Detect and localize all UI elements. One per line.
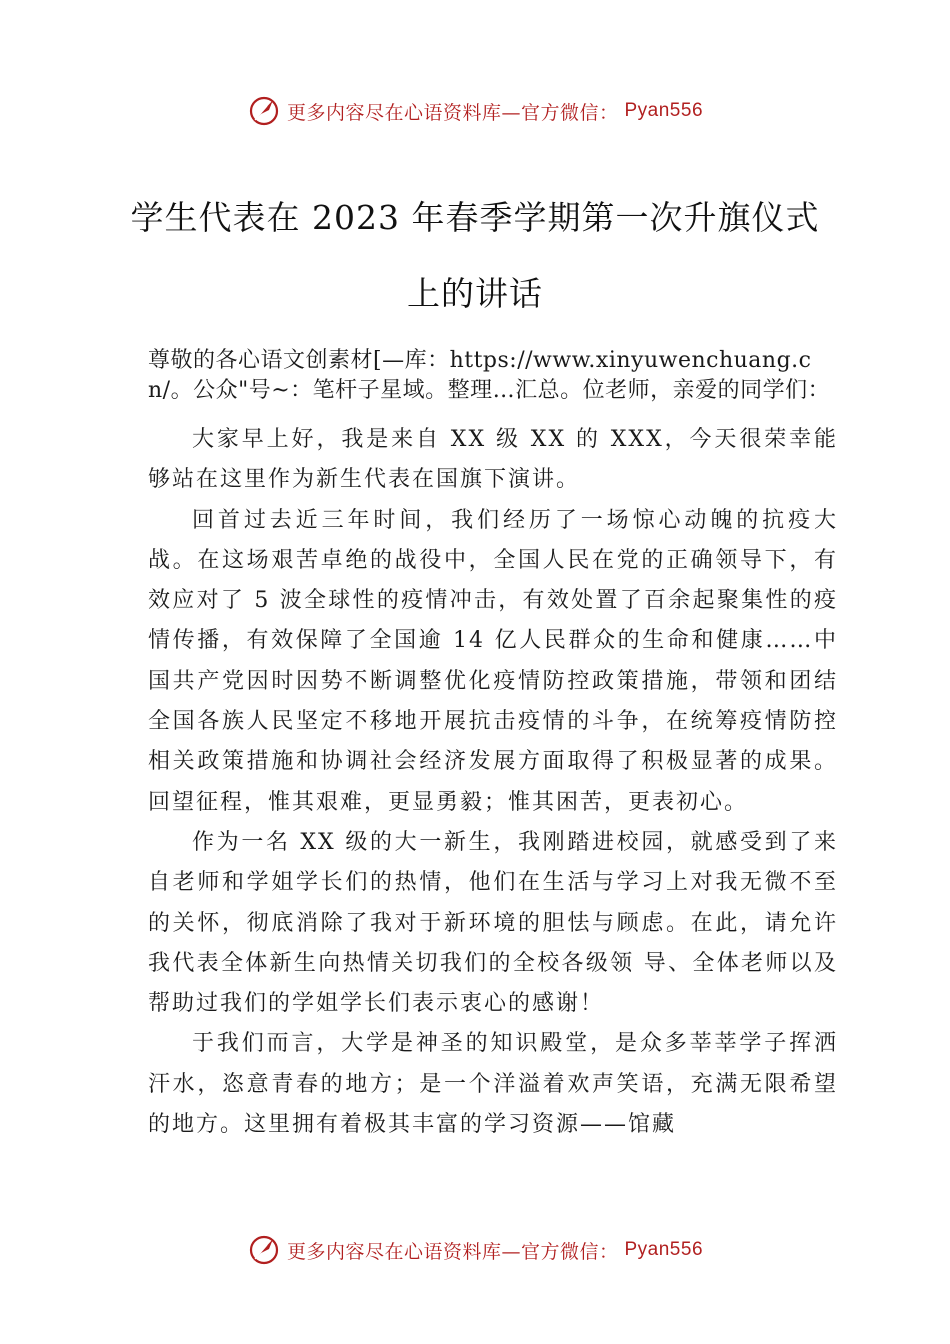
- quill-logo-icon: [247, 94, 281, 128]
- paragraph: 回首过去近三年时间，我们经历了一场惊心动魄的抗疫大战。在这场艰苦卓绝的战役中，全国人民在党的正确领导下，有效应对了 5 波全球性的疫情冲击，有效处置了百余起聚集性的疫情传播，有效保障了全国逾 14 亿人民群众的生命和健康……中国共产党因时因势不断调整优化疫情防控政策措施，带领和团结全国各族人民坚定不移地开展抗击疫情的斗争，在统筹疫情防控相关政策措施和协调社会经济发展方面取得了积极显著的成果。回望征程，惟其艰难，更显勇毅；惟其困苦，更表初心。: [148, 507, 838, 815]
- footer-banner: [0, 1233, 950, 1267]
- banner-text: 更多内容尽在心语资料库—官方微信：: [286, 101, 619, 124]
- paragraph: 大家早上好，我是来自 XX 级 XX 的 XXX，今天很荣幸能够站在这里作为新生代表在国旗下演讲。: [148, 427, 838, 493]
- wechat-id: Pyan556: [624, 1239, 704, 1260]
- wechat-id: Pyan556: [624, 100, 704, 121]
- quill-logo-icon: [247, 1233, 281, 1267]
- document-body: [148, 346, 838, 1145]
- page-title: 学生代表在 2023 年春季学期第一次升旗仪式上的讲话: [130, 198, 820, 313]
- banner-text: 更多内容尽在心语资料库—官方微信：: [286, 1240, 619, 1263]
- paragraph: 于我们而言，大学是神圣的知识殿堂，是众多莘莘学子挥洒汗水，恣意青春的地方；是一个洋溢着欢声笑语，充满无限希望的地方。这里拥有着极其丰富的学习资源——馆藏: [148, 1031, 838, 1138]
- salutation: 尊敬的各心语文创素材[—库：https://www.xinyuwenchuang.cn/。公众"号~：笔杆子星域。整理…汇总。位老师，亲爱的同学们：: [148, 348, 831, 403]
- header-banner: [0, 94, 950, 128]
- paragraph: 作为一名 XX 级的大一新生，我刚踏进校园，就感受到了来自老师和学姐学长们的热情，他们在生活与学习上对我无微不至的关怀，彻底消除了我对于新环境的胆怯与顾虑。在此，请允许我代表全体新生向热情关切我们的全校各级领 导、全体老师以及帮助过我们的学姐学长们表示衷心的感谢！: [148, 829, 838, 1017]
